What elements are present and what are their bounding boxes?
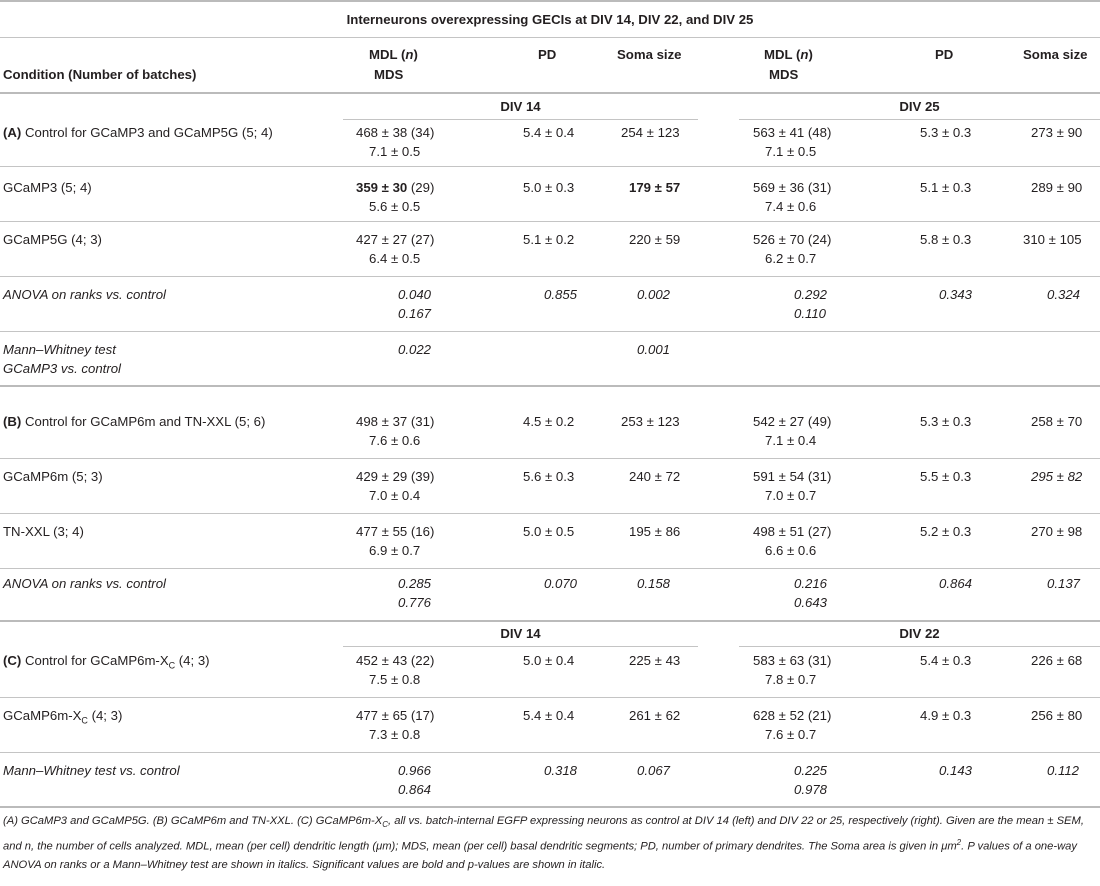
cell-mdl: 0.966 [398, 763, 432, 778]
cell-mdl: 498 ± 51 (27) [753, 524, 832, 539]
cell-mdl: 359 ± 30 (29) [356, 180, 435, 195]
cell-pd: 5.8 ± 0.3 [920, 232, 972, 247]
divider [0, 37, 1100, 38]
row-divider [0, 166, 1100, 167]
cell-soma: 225 ± 43 [629, 653, 681, 668]
cell-pd: 0.343 [939, 287, 973, 302]
row-divider [0, 458, 1100, 459]
cell-mdl: 0.216 [794, 576, 828, 591]
cell-pd: 5.1 ± 0.2 [523, 232, 575, 247]
row-divider [0, 568, 1100, 569]
cell-mdl: 542 ± 27 (49) [753, 414, 832, 429]
cell-mds: 0.167 [398, 306, 432, 321]
row-label: (A) Control for GCaMP3 and GCaMP5G (5; 4) [3, 125, 273, 140]
cell-soma: 289 ± 90 [1031, 180, 1083, 195]
cell-mds: 7.1 ± 0.5 [369, 144, 421, 159]
row-divider [0, 752, 1100, 753]
cell-soma: 310 ± 105 [1023, 232, 1082, 247]
cell-mdl: 477 ± 55 (16) [356, 524, 435, 539]
cell-pd: 5.2 ± 0.3 [920, 524, 972, 539]
cell-soma: 0.112 [1047, 763, 1080, 778]
cell-mdl: 429 ± 29 (39) [356, 469, 435, 484]
cell-soma: 0.137 [1047, 576, 1081, 591]
cell-soma: 270 ± 98 [1031, 524, 1083, 539]
div-label-a-left: DIV 14 [500, 99, 541, 114]
section-rule [0, 385, 1100, 387]
table-footnote: (A) GCaMP3 and GCaMP5G. (B) GCaMP6m and TN-XXL. (C) $GCaMP6m-X_C$, all vs. batch-internal EGFP expressing neurons as control at DIV 14 (left) and DIV 22 or 25, respectively (right). Given are the mean ± SEM, and n, the number of cells analyzed. MDL, mean (per cell) dendritic length (μm); MDS, mean (per cell) basal dendritic segments; PD, number of primary dendrites. The Soma area is given in $\mu m^2$. P values of a one-way ANOVA on ranks or a Mann–Whitney test are shown in italics. Significant values are bold and p-values are shown in italic. [3, 815, 1084, 871]
cell-mds: 6.9 ± 0.7 [369, 543, 421, 558]
cell-pd: 4.9 ± 0.3 [920, 708, 972, 723]
row-label: Mann–Whitney test [3, 342, 116, 357]
cell-pd: 5.4 ± 0.4 [523, 125, 575, 140]
cell-soma: 258 ± 70 [1031, 414, 1083, 429]
cell-mdl: 0.292 [794, 287, 828, 302]
header-mdl-left: MDL (n) [369, 47, 418, 62]
cell-soma: 295 ± 82 [1031, 469, 1083, 484]
cell-mds: 5.6 ± 0.5 [369, 199, 421, 214]
header-pd-right: PD [935, 47, 954, 62]
div-underline [739, 646, 1100, 647]
div-label-a-right: DIV 25 [899, 99, 940, 114]
cell-pd: 5.0 ± 0.3 [523, 180, 575, 195]
cell-soma: 273 ± 90 [1031, 125, 1083, 140]
cell-pd: 5.3 ± 0.3 [920, 414, 972, 429]
cell-soma: 240 ± 72 [629, 469, 681, 484]
cell-mds: 7.5 ± 0.8 [369, 672, 421, 687]
cell-pd: 5.0 ± 0.5 [523, 524, 575, 539]
cell-pd: 5.4 ± 0.3 [920, 653, 972, 668]
cell-mdl: 498 ± 37 (31) [356, 414, 435, 429]
header-mdl-right: MDL (n) [764, 47, 813, 62]
cell-mdl: 526 ± 70 (24) [753, 232, 832, 247]
cell-pd: 0.318 [544, 763, 578, 778]
cell-mdl: 0.285 [398, 576, 432, 591]
table-caption: Interneurons overexpressing GECIs at DIV 14, DIV 22, and DIV 25 [346, 12, 754, 27]
cell-mds: 0.978 [794, 782, 828, 797]
cell-soma: 256 ± 80 [1031, 708, 1083, 723]
cell-mdl: 0.040 [398, 287, 432, 302]
header-mds-left: MDS [374, 67, 404, 82]
div-underline [739, 119, 1100, 120]
cell-pd: 5.5 ± 0.3 [920, 469, 972, 484]
row-label: GCaMP3 vs. control [3, 361, 121, 376]
row-label: (B) Control for GCaMP6m and TN-XXL (5; 6) [3, 414, 266, 429]
cell-mds: 0.864 [398, 782, 432, 797]
cell-mdl: 477 ± 65 (17) [356, 708, 435, 723]
cell-pd: 0.864 [939, 576, 973, 591]
header-condition: Condition (Number of batches) [3, 67, 197, 82]
cell-pd: 0.070 [544, 576, 578, 591]
cell-mdl: 569 ± 36 (31) [753, 180, 832, 195]
cell-pd: 5.4 ± 0.4 [523, 708, 575, 723]
row-label: ANOVA on ranks vs. control [3, 576, 166, 591]
cell-mds: 7.3 ± 0.8 [369, 727, 421, 742]
row-divider [0, 697, 1100, 698]
cell-mds: 7.0 ± 0.4 [369, 488, 421, 503]
top-rule [0, 0, 1100, 2]
row-label: (C) Control for $GCaMP6m-X_C$ (4; 3) [3, 653, 210, 671]
cell-mds: 7.1 ± 0.5 [765, 144, 817, 159]
cell-mds: 6.2 ± 0.7 [765, 251, 817, 266]
cell-soma: 0.324 [1047, 287, 1081, 302]
cell-mds: 7.8 ± 0.7 [765, 672, 817, 687]
cell-mdl: 563 ± 41 (48) [753, 125, 832, 140]
header-mds-right: MDS [769, 67, 799, 82]
cell-soma: 254 ± 123 [621, 125, 680, 140]
cell-mdl: 468 ± 38 (34) [356, 125, 435, 140]
cell-soma: 220 ± 59 [629, 232, 681, 247]
section-rule [0, 620, 1100, 622]
cell-soma: 195 ± 86 [629, 524, 681, 539]
cell-pd: 0.855 [544, 287, 578, 302]
cell-mdl: 0.022 [398, 342, 432, 357]
cell-soma: 179 ± 57 [629, 180, 681, 195]
cell-soma: 0.002 [637, 287, 671, 302]
div-underline [343, 646, 698, 647]
cell-pd: 5.6 ± 0.3 [523, 469, 575, 484]
row-label: ANOVA on ranks vs. control [3, 287, 166, 302]
cell-mdl: 583 ± 63 (31) [753, 653, 832, 668]
header-soma-left: Soma size [617, 47, 682, 62]
cell-mds: 0.110 [794, 306, 827, 321]
cell-mdl: 0.225 [794, 763, 828, 778]
row-divider [0, 513, 1100, 514]
row-label: $GCaMP6m-X_C$ (4; 3) [3, 708, 123, 726]
cell-pd: 5.0 ± 0.4 [523, 653, 575, 668]
cell-soma: 0.067 [637, 763, 671, 778]
header-soma-right: Soma size [1023, 47, 1088, 62]
row-label: GCaMP6m (5; 3) [3, 469, 103, 484]
cell-mds: 6.6 ± 0.6 [765, 543, 817, 558]
cell-soma: 0.001 [637, 342, 671, 357]
cell-mdl: 591 ± 54 (31) [753, 469, 832, 484]
cell-soma: 226 ± 68 [1031, 653, 1083, 668]
row-divider [0, 276, 1100, 277]
row-divider [0, 331, 1100, 332]
cell-mds: 6.4 ± 0.5 [369, 251, 421, 266]
row-label: GCaMP3 (5; 4) [3, 180, 92, 195]
row-label: TN-XXL (3; 4) [3, 524, 84, 539]
header-pd-left: PD [538, 47, 557, 62]
div-label-c-left: DIV 14 [500, 626, 541, 641]
cell-pd: 5.3 ± 0.3 [920, 125, 972, 140]
header-rule [0, 92, 1100, 94]
cell-mds: 7.6 ± 0.6 [369, 433, 421, 448]
div-label-c-right: DIV 22 [899, 626, 940, 641]
cell-mds: 0.776 [398, 595, 432, 610]
cell-soma: 261 ± 62 [629, 708, 681, 723]
cell-pd: 0.143 [939, 763, 973, 778]
cell-pd: 5.1 ± 0.3 [920, 180, 972, 195]
cell-soma: 0.158 [637, 576, 671, 591]
row-label: GCaMP5G (4; 3) [3, 232, 102, 247]
div-underline [343, 119, 698, 120]
row-label: Mann–Whitney test vs. control [3, 763, 180, 778]
cell-mds: 7.1 ± 0.4 [765, 433, 817, 448]
cell-mdl: 628 ± 52 (21) [753, 708, 832, 723]
bottom-rule [0, 806, 1100, 808]
cell-mds: 7.6 ± 0.7 [765, 727, 817, 742]
cell-mds: 7.0 ± 0.7 [765, 488, 817, 503]
cell-mdl: 452 ± 43 (22) [356, 653, 435, 668]
row-divider [0, 221, 1100, 222]
cell-pd: 4.5 ± 0.2 [523, 414, 575, 429]
cell-mdl: 427 ± 27 (27) [356, 232, 435, 247]
cell-mds: 7.4 ± 0.6 [765, 199, 817, 214]
cell-mds: 0.643 [794, 595, 828, 610]
cell-soma: 253 ± 123 [621, 414, 680, 429]
